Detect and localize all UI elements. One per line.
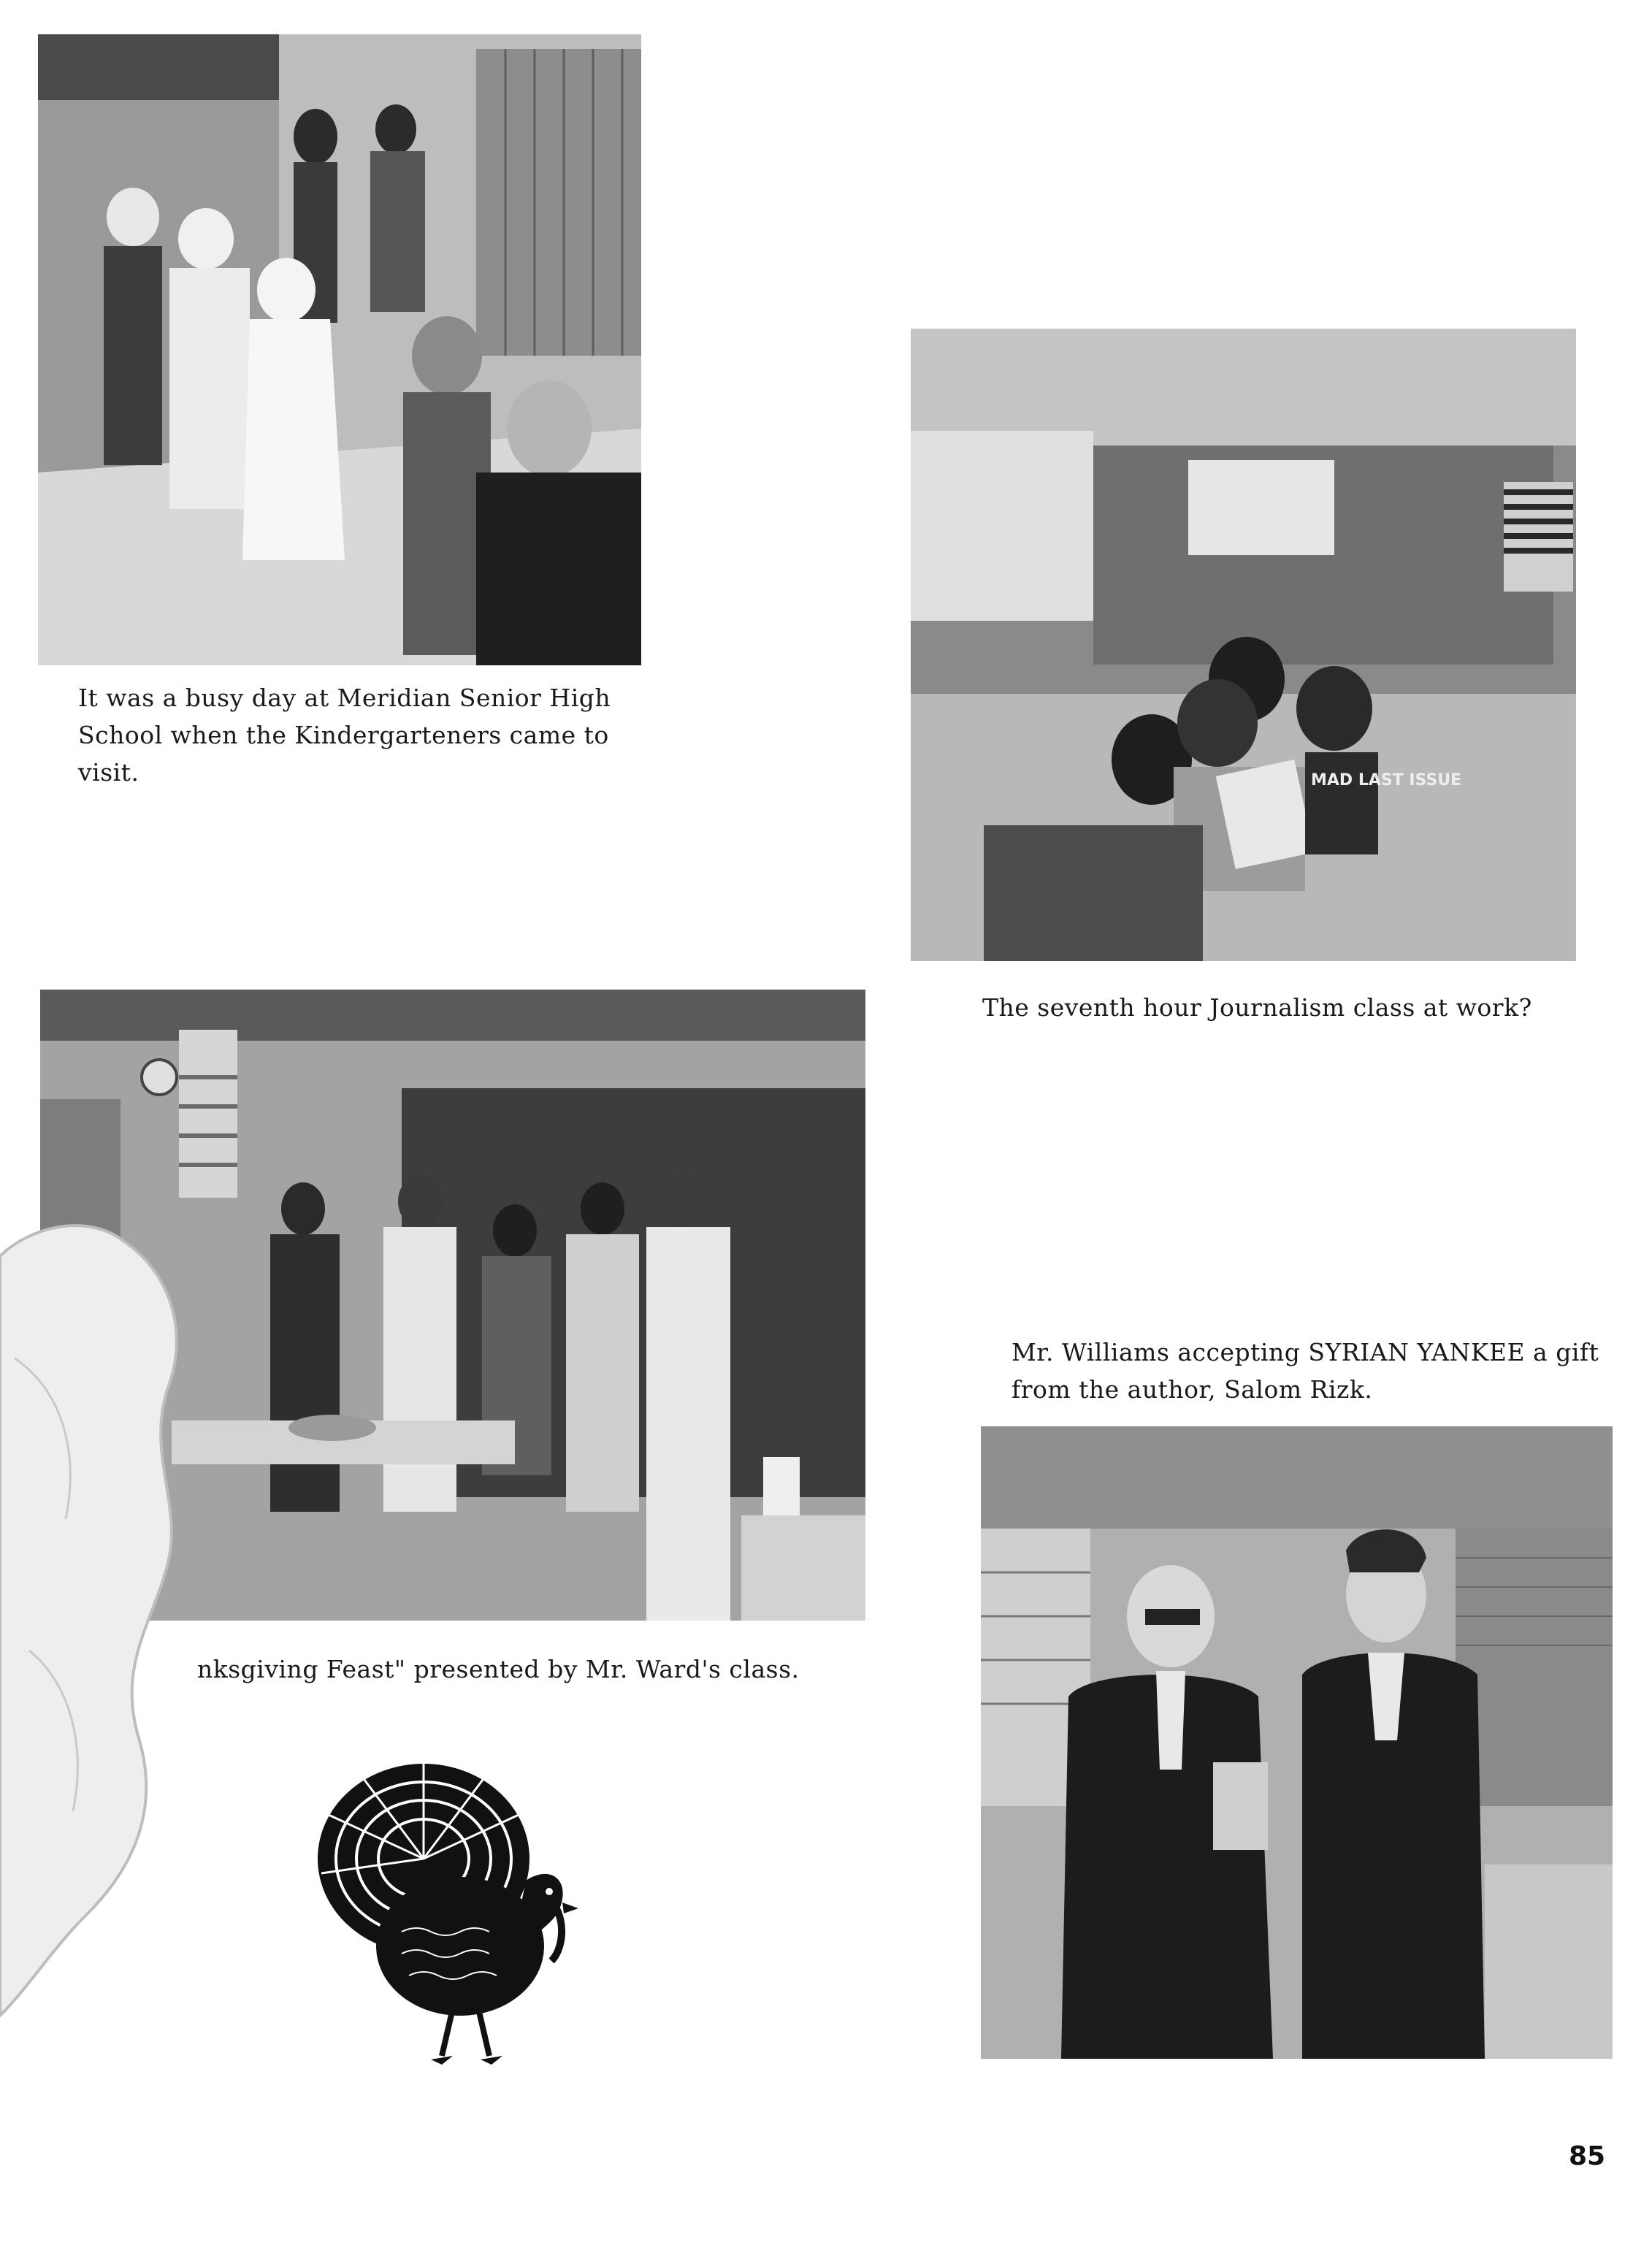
photo-kindergarten-visit <box>38 34 641 665</box>
photo-williams-gift <box>981 1426 1613 2059</box>
turkey-illustration <box>314 1749 584 2070</box>
caption-journalism: The seventh hour Journalism class at work? <box>982 993 1532 1022</box>
page-damage-stain <box>0 1212 219 2264</box>
caption-kindergarten: It was a busy day at Meridian Senior High School when the Kindergarteners came to visit. <box>78 684 611 787</box>
caption-thanksgiving: nksgiving Feast" presented by Mr. Ward's class. <box>197 1655 800 1683</box>
magazine-cover-text: MAD LAST ISSUE <box>1311 771 1462 789</box>
photo-journalism-class <box>911 329 1576 961</box>
caption-williams: Mr. Williams accepting SYRIAN YANKEE a gift from the author, Salom Rizk. <box>1012 1338 1599 1404</box>
page-number: 85 <box>1569 2141 1606 2171</box>
